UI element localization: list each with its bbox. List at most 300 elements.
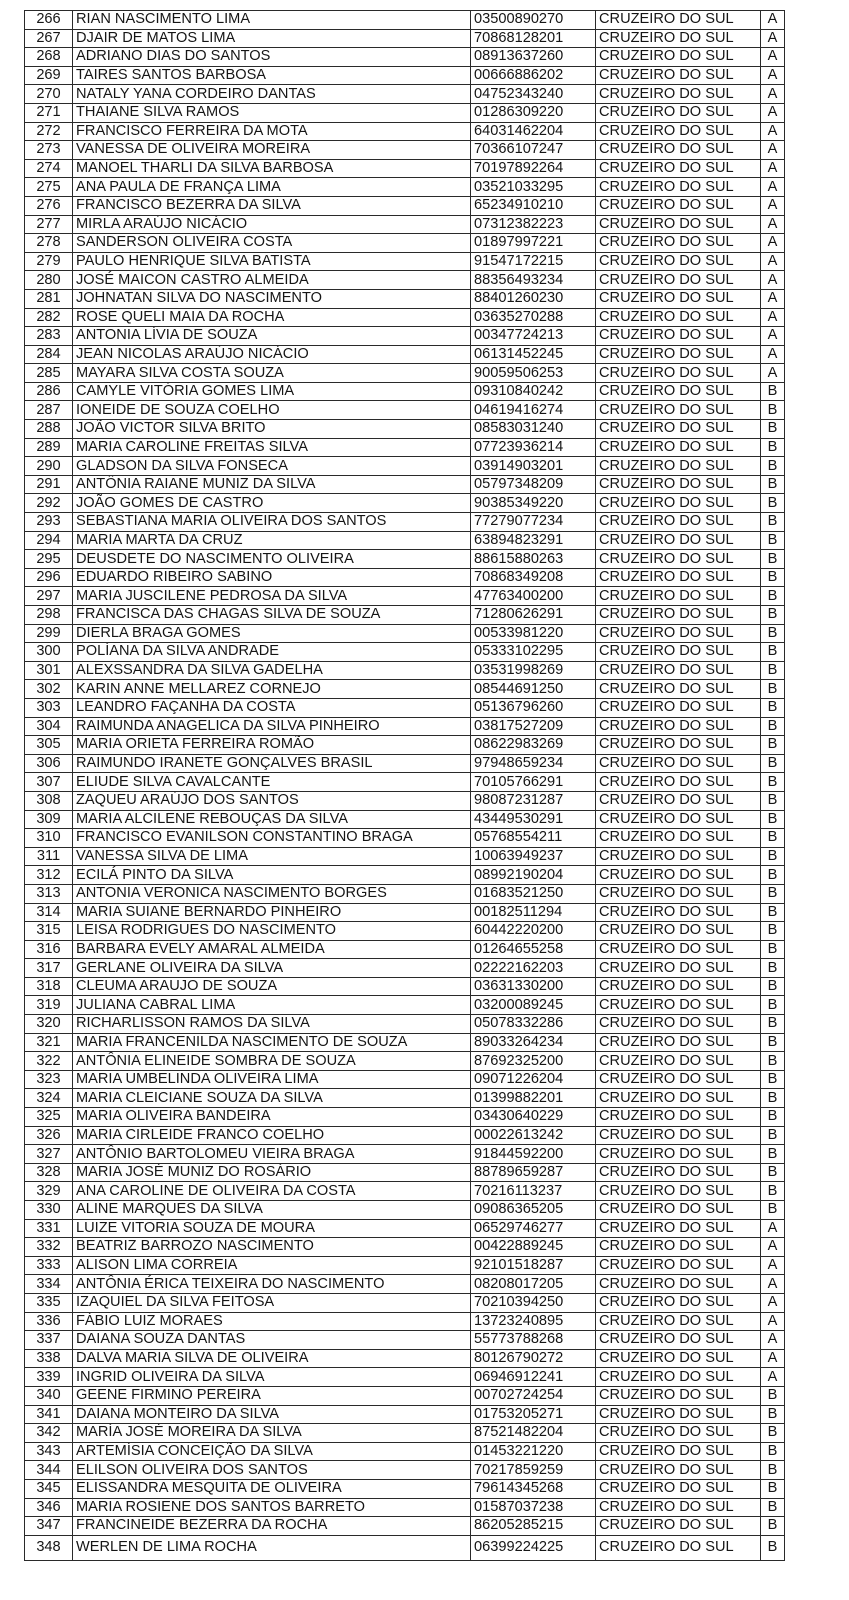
group-cell: A xyxy=(761,252,785,271)
group-cell: B xyxy=(761,1089,785,1108)
name-cell: DAIANA MONTEIRO DA SILVA xyxy=(73,1405,471,1424)
group-cell: B xyxy=(761,829,785,848)
city-cell: CRUZEIRO DO SUL xyxy=(596,420,761,439)
city-cell: CRUZEIRO DO SUL xyxy=(596,1219,761,1238)
group-cell: B xyxy=(761,438,785,457)
cpf-cell: 00022613242 xyxy=(471,1126,596,1145)
group-cell: B xyxy=(761,1517,785,1536)
cpf-cell: 90059506253 xyxy=(471,364,596,383)
city-cell: CRUZEIRO DO SUL xyxy=(596,717,761,736)
table-row xyxy=(25,829,785,848)
cpf-cell: 03817527209 xyxy=(471,717,596,736)
cpf-cell: 70868349208 xyxy=(471,568,596,587)
city-cell: CRUZEIRO DO SUL xyxy=(596,1163,761,1182)
city-cell: CRUZEIRO DO SUL xyxy=(596,977,761,996)
cpf-cell: 03914903201 xyxy=(471,457,596,476)
name-cell: NATALY YANA CORDEIRO DANTAS xyxy=(73,85,471,104)
city-cell: CRUZEIRO DO SUL xyxy=(596,1052,761,1071)
group-cell: B xyxy=(761,587,785,606)
table-row xyxy=(25,1052,785,1071)
table-row xyxy=(25,420,785,439)
city-cell: CRUZEIRO DO SUL xyxy=(596,587,761,606)
cpf-cell: 91844592200 xyxy=(471,1145,596,1164)
city-cell: CRUZEIRO DO SUL xyxy=(596,66,761,85)
name-cell: GLADSON DA SILVA FONSECA xyxy=(73,457,471,476)
city-cell: CRUZEIRO DO SUL xyxy=(596,494,761,513)
cpf-cell: 88789659287 xyxy=(471,1163,596,1182)
name-cell: DIERLA BRAGA GOMES xyxy=(73,624,471,643)
row-number-cell: 338 xyxy=(25,1349,73,1368)
name-cell: DAIANA SOUZA DANTAS xyxy=(73,1331,471,1350)
table-row xyxy=(25,643,785,662)
city-cell: CRUZEIRO DO SUL xyxy=(596,271,761,290)
city-cell: CRUZEIRO DO SUL xyxy=(596,1517,761,1536)
group-cell: B xyxy=(761,513,785,532)
table-row xyxy=(25,959,785,978)
cpf-cell: 08583031240 xyxy=(471,420,596,439)
name-cell: FRANCISCO EVANILSON CONSTANTINO BRAGA xyxy=(73,829,471,848)
group-cell: A xyxy=(761,196,785,215)
city-cell: CRUZEIRO DO SUL xyxy=(596,1461,761,1480)
name-cell: ZAQUEU ARAÚJO DOS SANTOS xyxy=(73,791,471,810)
group-cell: B xyxy=(761,1033,785,1052)
group-cell: B xyxy=(761,996,785,1015)
city-cell: CRUZEIRO DO SUL xyxy=(596,345,761,364)
group-cell: B xyxy=(761,531,785,550)
city-cell: CRUZEIRO DO SUL xyxy=(596,829,761,848)
name-cell: RAIMUNDA ANAGELICA DA SILVA PINHEIRO xyxy=(73,717,471,736)
table-row xyxy=(25,754,785,773)
group-cell: A xyxy=(761,364,785,383)
cpf-cell: 65234910210 xyxy=(471,196,596,215)
city-cell: CRUZEIRO DO SUL xyxy=(596,1275,761,1294)
group-cell: A xyxy=(761,141,785,160)
row-number-cell: 328 xyxy=(25,1163,73,1182)
row-number-cell: 280 xyxy=(25,271,73,290)
table-row xyxy=(25,29,785,48)
group-cell: B xyxy=(761,1108,785,1127)
name-cell: ELISSANDRA MESQUITA DE OLIVEIRA xyxy=(73,1479,471,1498)
city-cell: CRUZEIRO DO SUL xyxy=(596,903,761,922)
cpf-cell: 05797348209 xyxy=(471,475,596,494)
name-cell: FRANCISCO BEZERRA DA SILVA xyxy=(73,196,471,215)
group-cell: B xyxy=(761,1201,785,1220)
city-cell: CRUZEIRO DO SUL xyxy=(596,568,761,587)
name-cell: LEISA RODRIGUES DO NASCIMENTO xyxy=(73,922,471,941)
name-cell: MARIA SUIANE BERNARDO PINHEIRO xyxy=(73,903,471,922)
name-cell: BARBARA EVELY AMARAL ALMEIDA xyxy=(73,940,471,959)
city-cell: CRUZEIRO DO SUL xyxy=(596,234,761,253)
name-cell: JOÃO GOMES DE CASTRO xyxy=(73,494,471,513)
table-row xyxy=(25,1089,785,1108)
row-number-cell: 308 xyxy=(25,791,73,810)
row-number-cell: 284 xyxy=(25,345,73,364)
city-cell: CRUZEIRO DO SUL xyxy=(596,196,761,215)
name-cell: DALVA MARIA SILVA DE OLIVEIRA xyxy=(73,1349,471,1368)
cpf-cell: 01587037238 xyxy=(471,1498,596,1517)
name-cell: VANESSA DE OLIVEIRA MOREIRA xyxy=(73,141,471,160)
city-cell: CRUZEIRO DO SUL xyxy=(596,382,761,401)
table-row xyxy=(25,977,785,996)
city-cell: CRUZEIRO DO SUL xyxy=(596,1312,761,1331)
group-cell: B xyxy=(761,1479,785,1498)
cpf-cell: 88356493234 xyxy=(471,271,596,290)
name-cell: ANTÔNIA ELINEIDE SOMBRA DE SOUZA xyxy=(73,1052,471,1071)
group-cell: B xyxy=(761,1498,785,1517)
table-row xyxy=(25,85,785,104)
cpf-cell: 10063949237 xyxy=(471,847,596,866)
group-cell: B xyxy=(761,736,785,755)
city-cell: CRUZEIRO DO SUL xyxy=(596,513,761,532)
city-cell: CRUZEIRO DO SUL xyxy=(596,122,761,141)
table-row xyxy=(25,661,785,680)
row-number-cell: 306 xyxy=(25,754,73,773)
table-row xyxy=(25,364,785,383)
cpf-cell: 08992190204 xyxy=(471,866,596,885)
table-row xyxy=(25,1368,785,1387)
cpf-cell: 09086365205 xyxy=(471,1201,596,1220)
group-cell: A xyxy=(761,122,785,141)
city-cell: CRUZEIRO DO SUL xyxy=(596,11,761,30)
row-number-cell: 305 xyxy=(25,736,73,755)
group-cell: A xyxy=(761,234,785,253)
name-cell: ECILÁ PINTO DA SILVA xyxy=(73,866,471,885)
cpf-cell: 00347724213 xyxy=(471,327,596,346)
cpf-cell: 88615880263 xyxy=(471,550,596,569)
group-cell: A xyxy=(761,29,785,48)
table-row xyxy=(25,1517,785,1536)
row-number-cell: 326 xyxy=(25,1126,73,1145)
city-cell: CRUZEIRO DO SUL xyxy=(596,1293,761,1312)
name-cell: JOÃO VICTOR SILVA BRITO xyxy=(73,420,471,439)
group-cell: B xyxy=(761,680,785,699)
row-number-cell: 290 xyxy=(25,457,73,476)
row-number-cell: 345 xyxy=(25,1479,73,1498)
cpf-cell: 00666886202 xyxy=(471,66,596,85)
group-cell: B xyxy=(761,606,785,625)
city-cell: CRUZEIRO DO SUL xyxy=(596,1033,761,1052)
row-number-cell: 312 xyxy=(25,866,73,885)
group-cell: B xyxy=(761,568,785,587)
city-cell: CRUZEIRO DO SUL xyxy=(596,1386,761,1405)
cpf-cell: 70105766291 xyxy=(471,773,596,792)
table-row xyxy=(25,903,785,922)
row-number-cell: 276 xyxy=(25,196,73,215)
cpf-cell: 87521482204 xyxy=(471,1424,596,1443)
group-cell: B xyxy=(761,1182,785,1201)
group-cell: B xyxy=(761,1163,785,1182)
group-cell: A xyxy=(761,1331,785,1350)
city-cell: CRUZEIRO DO SUL xyxy=(596,1238,761,1257)
cpf-cell: 00533981220 xyxy=(471,624,596,643)
name-cell: FRANCISCA DAS CHAGAS SILVA DE SOUZA xyxy=(73,606,471,625)
group-cell: B xyxy=(761,1535,785,1560)
city-cell: CRUZEIRO DO SUL xyxy=(596,1405,761,1424)
cpf-cell: 09071226204 xyxy=(471,1070,596,1089)
city-cell: CRUZEIRO DO SUL xyxy=(596,1498,761,1517)
group-cell: A xyxy=(761,159,785,178)
city-cell: CRUZEIRO DO SUL xyxy=(596,159,761,178)
row-number-cell: 339 xyxy=(25,1368,73,1387)
cpf-cell: 60442220200 xyxy=(471,922,596,941)
group-cell: A xyxy=(761,308,785,327)
group-cell: B xyxy=(761,1070,785,1089)
table-row xyxy=(25,1442,785,1461)
name-cell: LEANDRO FAÇANHA DA COSTA xyxy=(73,698,471,717)
name-cell: FÁBIO LUIZ MORAES xyxy=(73,1312,471,1331)
group-cell: B xyxy=(761,884,785,903)
group-cell: B xyxy=(761,1386,785,1405)
table-row xyxy=(25,438,785,457)
row-number-cell: 274 xyxy=(25,159,73,178)
table-row xyxy=(25,252,785,271)
name-cell: RIAN NASCIMENTO LIMA xyxy=(73,11,471,30)
row-number-cell: 332 xyxy=(25,1238,73,1257)
group-cell: B xyxy=(761,624,785,643)
name-cell: MARIA JOSÉ MUNIZ DO ROSÁRIO xyxy=(73,1163,471,1182)
row-number-cell: 267 xyxy=(25,29,73,48)
city-cell: CRUZEIRO DO SUL xyxy=(596,85,761,104)
city-cell: CRUZEIRO DO SUL xyxy=(596,754,761,773)
city-cell: CRUZEIRO DO SUL xyxy=(596,1479,761,1498)
cpf-cell: 77279077234 xyxy=(471,513,596,532)
group-cell: A xyxy=(761,103,785,122)
table-row xyxy=(25,1201,785,1220)
group-cell: B xyxy=(761,382,785,401)
city-cell: CRUZEIRO DO SUL xyxy=(596,624,761,643)
row-number-cell: 272 xyxy=(25,122,73,141)
table-row xyxy=(25,308,785,327)
group-cell: B xyxy=(761,717,785,736)
table-row xyxy=(25,271,785,290)
city-cell: CRUZEIRO DO SUL xyxy=(596,773,761,792)
row-number-cell: 277 xyxy=(25,215,73,234)
table-row xyxy=(25,1275,785,1294)
name-cell: MANOEL THARLI DA SILVA BARBOSA xyxy=(73,159,471,178)
name-cell: ARTEMÍSIA CONCEIÇÃO DA SILVA xyxy=(73,1442,471,1461)
city-cell: CRUZEIRO DO SUL xyxy=(596,661,761,680)
group-cell: A xyxy=(761,1368,785,1387)
table-row xyxy=(25,1331,785,1350)
group-cell: B xyxy=(761,977,785,996)
name-cell: ANTONIA VERONICA NASCIMENTO BORGES xyxy=(73,884,471,903)
city-cell: CRUZEIRO DO SUL xyxy=(596,606,761,625)
table-row xyxy=(25,531,785,550)
row-number-cell: 297 xyxy=(25,587,73,606)
name-cell: ADRIANO DIAS DO SANTOS xyxy=(73,48,471,67)
name-cell: MARIA CIRLEIDE FRANCO COELHO xyxy=(73,1126,471,1145)
cpf-cell: 03631330200 xyxy=(471,977,596,996)
cpf-cell: 70216113237 xyxy=(471,1182,596,1201)
city-cell: CRUZEIRO DO SUL xyxy=(596,922,761,941)
cpf-cell: 86205285215 xyxy=(471,1517,596,1536)
name-cell: ALISON LIMA CORREIA xyxy=(73,1256,471,1275)
name-cell: CLEUMA ARAUJO DE SOUZA xyxy=(73,977,471,996)
cpf-cell: 01399882201 xyxy=(471,1089,596,1108)
city-cell: CRUZEIRO DO SUL xyxy=(596,178,761,197)
cpf-cell: 01683521250 xyxy=(471,884,596,903)
city-cell: CRUZEIRO DO SUL xyxy=(596,103,761,122)
cpf-cell: 09310840242 xyxy=(471,382,596,401)
cpf-cell: 79614345268 xyxy=(471,1479,596,1498)
table-row xyxy=(25,1126,785,1145)
row-number-cell: 322 xyxy=(25,1052,73,1071)
table-row xyxy=(25,1461,785,1480)
row-number-cell: 348 xyxy=(25,1535,73,1560)
cpf-cell: 88401260230 xyxy=(471,289,596,308)
name-cell: CAMYLE VITÓRIA GOMES LIMA xyxy=(73,382,471,401)
row-number-cell: 343 xyxy=(25,1442,73,1461)
cpf-cell: 63894823291 xyxy=(471,531,596,550)
candidate-table xyxy=(24,10,785,1561)
name-cell: KARIN ANNE MELLAREZ CORNEJO xyxy=(73,680,471,699)
cpf-cell: 00422889245 xyxy=(471,1238,596,1257)
name-cell: GERLANE OLIVEIRA DA SILVA xyxy=(73,959,471,978)
table-row xyxy=(25,382,785,401)
row-number-cell: 303 xyxy=(25,698,73,717)
table-row xyxy=(25,773,785,792)
name-cell: INGRID OLIVEIRA DA SILVA xyxy=(73,1368,471,1387)
row-number-cell: 289 xyxy=(25,438,73,457)
row-number-cell: 278 xyxy=(25,234,73,253)
row-number-cell: 318 xyxy=(25,977,73,996)
row-number-cell: 320 xyxy=(25,1015,73,1034)
name-cell: ELILSON OLIVEIRA DOS SANTOS xyxy=(73,1461,471,1480)
table-row xyxy=(25,624,785,643)
cpf-cell: 80126790272 xyxy=(471,1349,596,1368)
group-cell: B xyxy=(761,1052,785,1071)
row-number-cell: 313 xyxy=(25,884,73,903)
name-cell: FRANCISCO FERREIRA DA MOTA xyxy=(73,122,471,141)
table-row xyxy=(25,1163,785,1182)
cpf-cell: 07312382223 xyxy=(471,215,596,234)
cpf-cell: 70197892264 xyxy=(471,159,596,178)
row-number-cell: 311 xyxy=(25,847,73,866)
city-cell: CRUZEIRO DO SUL xyxy=(596,884,761,903)
row-number-cell: 337 xyxy=(25,1331,73,1350)
table-row xyxy=(25,1145,785,1164)
table-row xyxy=(25,791,785,810)
name-cell: RAIMUNDO IRANETE GONÇALVES BRASIL xyxy=(73,754,471,773)
group-cell: B xyxy=(761,1442,785,1461)
name-cell: WERLEN DE LIMA ROCHA xyxy=(73,1535,471,1560)
cpf-cell: 01753205271 xyxy=(471,1405,596,1424)
name-cell: ANTÔNIO BARTOLOMEU VIEIRA BRAGA xyxy=(73,1145,471,1164)
table-row xyxy=(25,680,785,699)
table-row xyxy=(25,289,785,308)
row-number-cell: 316 xyxy=(25,940,73,959)
table-row xyxy=(25,736,785,755)
group-cell: A xyxy=(761,345,785,364)
table-row xyxy=(25,1238,785,1257)
group-cell: B xyxy=(761,698,785,717)
city-cell: CRUZEIRO DO SUL xyxy=(596,1015,761,1034)
city-cell: CRUZEIRO DO SUL xyxy=(596,475,761,494)
row-number-cell: 329 xyxy=(25,1182,73,1201)
table-row xyxy=(25,996,785,1015)
city-cell: CRUZEIRO DO SUL xyxy=(596,1182,761,1201)
table-row xyxy=(25,494,785,513)
group-cell: A xyxy=(761,1349,785,1368)
name-cell: JEAN NICOLAS ARAÚJO NICÁCIO xyxy=(73,345,471,364)
cpf-cell: 91547172215 xyxy=(471,252,596,271)
cpf-cell: 03430640229 xyxy=(471,1108,596,1127)
row-number-cell: 293 xyxy=(25,513,73,532)
row-number-cell: 333 xyxy=(25,1256,73,1275)
row-number-cell: 346 xyxy=(25,1498,73,1517)
group-cell: A xyxy=(761,48,785,67)
table-row xyxy=(25,178,785,197)
city-cell: CRUZEIRO DO SUL xyxy=(596,1442,761,1461)
city-cell: CRUZEIRO DO SUL xyxy=(596,289,761,308)
city-cell: CRUZEIRO DO SUL xyxy=(596,457,761,476)
city-cell: CRUZEIRO DO SUL xyxy=(596,364,761,383)
name-cell: ALINE MARQUES DA SILVA xyxy=(73,1201,471,1220)
group-cell: B xyxy=(761,773,785,792)
city-cell: CRUZEIRO DO SUL xyxy=(596,810,761,829)
group-cell: B xyxy=(761,475,785,494)
table-row xyxy=(25,717,785,736)
table-row xyxy=(25,550,785,569)
group-cell: A xyxy=(761,1312,785,1331)
table-row xyxy=(25,1293,785,1312)
name-cell: JOSÉ MAICON CASTRO ALMEIDA xyxy=(73,271,471,290)
city-cell: CRUZEIRO DO SUL xyxy=(596,252,761,271)
table-row xyxy=(25,66,785,85)
row-number-cell: 304 xyxy=(25,717,73,736)
city-cell: CRUZEIRO DO SUL xyxy=(596,959,761,978)
name-cell: MARIA MARTA DA CRUZ xyxy=(73,531,471,550)
cpf-cell: 04619416274 xyxy=(471,401,596,420)
row-number-cell: 295 xyxy=(25,550,73,569)
name-cell: ANTÔNIA ÉRICA TEIXEIRA DO NASCIMENTO xyxy=(73,1275,471,1294)
table-row xyxy=(25,587,785,606)
group-cell: B xyxy=(761,1461,785,1480)
row-number-cell: 314 xyxy=(25,903,73,922)
row-number-cell: 317 xyxy=(25,959,73,978)
group-cell: B xyxy=(761,494,785,513)
cpf-cell: 05136796260 xyxy=(471,698,596,717)
cpf-cell: 97948659234 xyxy=(471,754,596,773)
row-number-cell: 336 xyxy=(25,1312,73,1331)
table-row xyxy=(25,1424,785,1443)
name-cell: ROSE QUELI MAIA DA ROCHA xyxy=(73,308,471,327)
table-row xyxy=(25,234,785,253)
name-cell: ELIUDE SILVA CAVALCANTE xyxy=(73,773,471,792)
cpf-cell: 98087231287 xyxy=(471,791,596,810)
row-number-cell: 275 xyxy=(25,178,73,197)
cpf-cell: 08913637260 xyxy=(471,48,596,67)
city-cell: CRUZEIRO DO SUL xyxy=(596,940,761,959)
city-cell: CRUZEIRO DO SUL xyxy=(596,29,761,48)
table-row xyxy=(25,884,785,903)
table-row xyxy=(25,1219,785,1238)
group-cell: B xyxy=(761,791,785,810)
row-number-cell: 342 xyxy=(25,1424,73,1443)
row-number-cell: 282 xyxy=(25,308,73,327)
row-number-cell: 347 xyxy=(25,1517,73,1536)
city-cell: CRUZEIRO DO SUL xyxy=(596,1424,761,1443)
table-row xyxy=(25,457,785,476)
cpf-cell: 05333102295 xyxy=(471,643,596,662)
group-cell: B xyxy=(761,661,785,680)
row-number-cell: 309 xyxy=(25,810,73,829)
group-cell: A xyxy=(761,271,785,290)
city-cell: CRUZEIRO DO SUL xyxy=(596,1070,761,1089)
group-cell: A xyxy=(761,1275,785,1294)
table-row xyxy=(25,196,785,215)
table-row xyxy=(25,940,785,959)
